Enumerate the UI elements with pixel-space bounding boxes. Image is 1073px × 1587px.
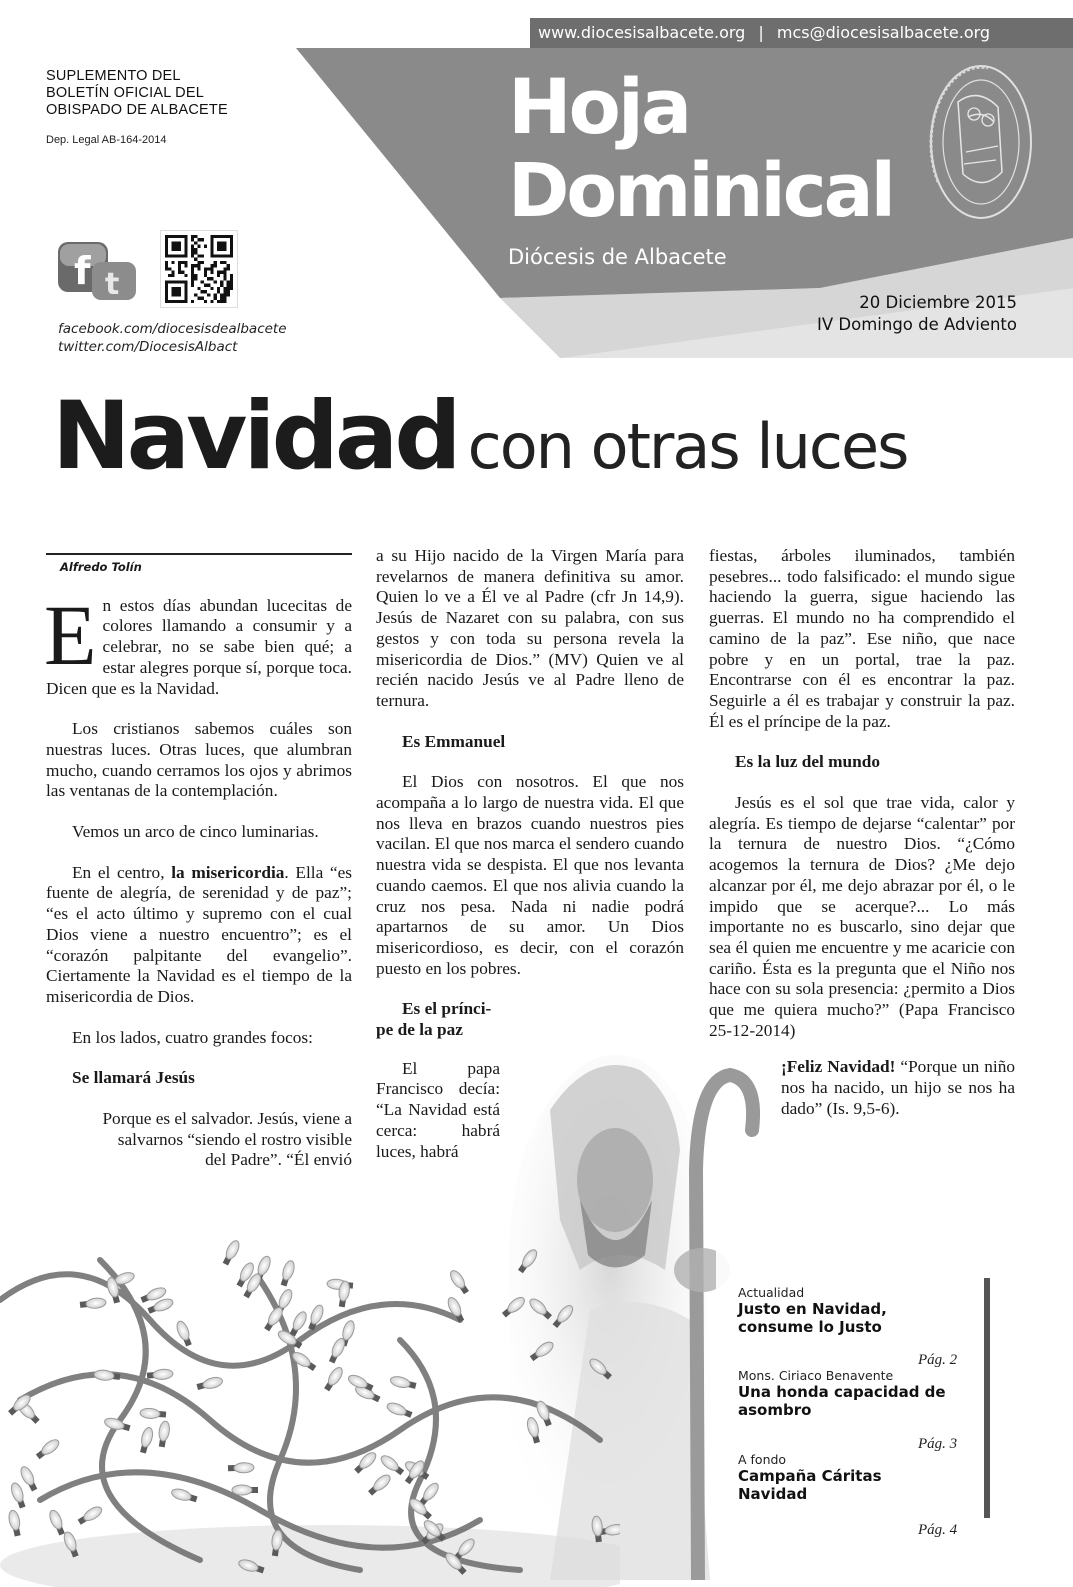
light-bulb xyxy=(501,1295,527,1319)
light-bulb xyxy=(221,1239,242,1267)
headline-light: con otras luces xyxy=(467,410,908,483)
social-links xyxy=(58,320,287,356)
subheading: Se llamará Jesús xyxy=(72,1068,195,1088)
light-bulb xyxy=(170,1487,198,1504)
supplement-line: BOLETÍN OFICIAL DEL xyxy=(46,85,204,101)
liturgical-day: IV Domingo de Adviento xyxy=(817,315,1017,334)
light-bulb xyxy=(196,1376,224,1392)
light-bulb xyxy=(367,1472,393,1497)
light-bulb xyxy=(516,1247,539,1274)
paragraph: Vemos un arco de cinco luminarias. xyxy=(72,822,319,842)
contents-page: Pág. 4 xyxy=(918,1522,958,1538)
paragraph-text: En el centro, xyxy=(72,862,172,882)
light-bulb xyxy=(535,1399,554,1427)
light-bulb xyxy=(138,1426,154,1454)
paragraph: El Dios con nosotros. El que nos acompaña a lo largo de nuestra vida. El que nos lleva en brazos cuando nuestros pies vacilan. El que nos marca el sendero cuando nuestra vida se despista. El que nos levanta cuando caemos. El que nos alivia cuando la cruz nos pesa. Nada ni nadie podrá apartarnos de su amor. Un Dios misericordioso, es decir, con el corazón puesto en los pobres. xyxy=(376,772,684,978)
light-bulb xyxy=(147,1368,174,1380)
contents-section: Actualidad xyxy=(738,1285,805,1300)
contents-item[interactable] xyxy=(738,1285,887,1336)
paragraph: Porque es el salvador. Jesús, viene a salvarnos “siendo el rostro visible del Padre”. “Él envió xyxy=(102,1109,352,1170)
facebook-twitter-icon[interactable] xyxy=(58,240,138,302)
paragraph: a su Hijo nacido de la Virgen María para revelarnos de manera definitiva su amor. Quien lo ve a Él ve al Padre (cfr Jn 14,9). Jesús de Nazaret con su palabra, con sus gestos y con toda su persona revela la misericordia de Dios.” (MV) Quien ve al recién nacido Jesús ve al Padre lleno de ternura. xyxy=(376,546,684,710)
svg-text:t: t xyxy=(105,267,120,302)
contents-title: Campaña Cáritas xyxy=(738,1467,882,1485)
masthead-subtitle: Diócesis de Albacete xyxy=(508,245,727,269)
article-column-3 xyxy=(709,546,1015,1140)
supplement-notice xyxy=(46,68,228,119)
paragraph-emphasis: la misericordia xyxy=(171,862,285,882)
paragraph xyxy=(709,1057,1015,1119)
article-column-1 xyxy=(46,553,352,1191)
contents-page: Pág. 2 xyxy=(918,1352,958,1368)
contents-section: Mons. Ciriaco Benavente xyxy=(738,1368,894,1383)
paragraph: fiestas, árboles iluminados, también pesebres... todo falsificado: el mundo sigue haciendo la guerra, sigue haciendo las guerras. El mundo no ha comprendido el camino de la paz”. Ese niño, que nace pobre y en un portal, trae la paz. Encontrarse con él es encontrar la paz. Seguirle a él es trabajar y construir la paz. Él es el príncipe de la paz. xyxy=(709,546,1015,731)
masthead-title-line1: Hoja xyxy=(508,62,690,151)
contents-title: Navidad xyxy=(738,1485,808,1503)
light-bulb xyxy=(7,1509,22,1537)
email-link[interactable]: mcs@diocesisalbacete.org xyxy=(776,23,991,42)
supplement-line: SUPLEMENTO DEL xyxy=(46,68,181,84)
paragraph: Los cristianos sabemos cuáles son nuestras luces. Otras luces, que alumbran mucho, cuando cerramos los ojos y abrimos las ventanas de la contemplación. xyxy=(46,719,352,801)
paragraph-emphasis: ¡Feliz Navidad! xyxy=(781,1057,896,1077)
subheading xyxy=(376,999,684,1040)
light-bulb xyxy=(527,1296,553,1321)
light-bulb xyxy=(157,1420,171,1447)
light-bulb xyxy=(279,1259,297,1287)
paragraph xyxy=(46,863,352,1008)
subheading: Es Emmanuel xyxy=(402,731,506,751)
light-bulb xyxy=(529,1339,556,1362)
contents-title: Justo en Navidad, xyxy=(738,1300,887,1318)
qr-code-icon[interactable] xyxy=(160,230,238,308)
light-bulb xyxy=(389,1375,417,1391)
facebook-link[interactable]: facebook.com/diocesisdealbacete xyxy=(58,321,287,337)
subheading: Es la luz del mundo xyxy=(735,752,881,772)
light-bulb xyxy=(47,1508,66,1536)
contents-bar xyxy=(984,1278,990,1518)
supplement-line: OBISPADO DE ALBACETE xyxy=(46,102,228,118)
light-bulb xyxy=(327,1337,347,1365)
contents-title: Una honda capacidad de xyxy=(738,1383,946,1401)
light-bulb xyxy=(9,1481,27,1509)
light-bulb xyxy=(526,1416,542,1444)
article-column-2 xyxy=(376,546,684,1182)
light-bulb xyxy=(448,1268,471,1295)
contents-item[interactable] xyxy=(738,1452,882,1503)
contents-section: A fondo xyxy=(738,1452,787,1467)
contents-page: Pág. 3 xyxy=(918,1436,958,1452)
paragraph-text: . Ella “es fuente de alegría, de serenidad y de paz”; “es el acto último y supremo con el cual Dios viene a nuestro encuentro”; es el “corazón palpitante del evangelio”. Ciertamente la Navidad es el tiempo de la misericordia de Dios. xyxy=(46,862,352,1006)
contents-title: asombro xyxy=(738,1401,812,1419)
website-link[interactable]: www.diocesisalbacete.org xyxy=(538,23,746,42)
contents-item[interactable] xyxy=(738,1368,946,1419)
paragraph-text: “Porque un niño nos ha nacido, un hijo se nos ha dado” (Is. 9,5-6). xyxy=(781,1057,1015,1118)
contact-separator: | xyxy=(758,23,764,42)
contact-bar xyxy=(530,18,1073,48)
headline xyxy=(52,382,908,491)
headline-bold: Navidad xyxy=(52,382,458,491)
twitter-link[interactable]: twitter.com/DiocesisAlbact xyxy=(58,339,238,355)
paragraph: Jesús es el sol que trae vida, calor y alegría. Es tiempo de dejarse “calentar” por la ternura de nuestro Dios. “¿Cómo acogemos la ternura de Dios? ¿Me dejo alcanzar por él, me dejo abrazar por él, o le impido que se acerque?... Lo más importante no es buscarlo, sino dejar que sea él quien me encuentre y me acaricie con cariño. Ésta es la pregunta que el Niño nos hace con su sola presencia: ¿permito a Dios que me quiera mucho?” (Papa Francisco 25-12-2014) xyxy=(709,793,1015,1040)
drop-cap: E xyxy=(44,586,97,683)
contents-title: consume lo Justo xyxy=(738,1318,882,1336)
light-bulb xyxy=(551,1303,575,1329)
legal-deposit: Dep. Legal AB-164-2014 xyxy=(46,134,167,146)
article-author: Alfredo Tolín xyxy=(46,553,352,578)
masthead-title-line2: Dominical xyxy=(508,148,893,234)
paragraph: El papa Francisco decía: “La Navidad está cerca: habrá luces, habrá xyxy=(376,1058,500,1161)
christmas-lights-illustration xyxy=(0,1140,620,1587)
subheading-line: Es el prínci- xyxy=(402,999,492,1019)
light-bulb xyxy=(140,1408,167,1420)
light-bulb xyxy=(80,1297,107,1310)
light-bulb xyxy=(77,1504,104,1526)
light-bulb xyxy=(35,1437,62,1461)
light-bulb xyxy=(228,1462,254,1473)
light-bulb xyxy=(18,1465,39,1493)
light-bulb xyxy=(322,1365,345,1392)
light-bulb xyxy=(94,1369,121,1382)
light-bulb xyxy=(587,1356,613,1381)
paragraph: n estos días abundan lucecitas de colores llamando a consumir y a celebrar, no se sabe bien qué; a estar alegres porque sí, porque toca. Dicen que es la Navidad. xyxy=(46,595,352,698)
light-bulb xyxy=(591,1516,604,1543)
issue-date: 20 Diciembre 2015 xyxy=(859,293,1017,312)
issue-date-block xyxy=(817,292,1017,336)
subheading-line: pe de la paz xyxy=(376,1020,463,1040)
paragraph: En los lados, cuatro grandes focos: xyxy=(72,1027,313,1047)
light-bulb xyxy=(385,1401,413,1420)
jubilee-seal-icon xyxy=(928,62,1034,222)
svg-text:f: f xyxy=(74,249,91,293)
light-bulb xyxy=(232,1485,258,1495)
light-bulb xyxy=(379,1453,406,1477)
